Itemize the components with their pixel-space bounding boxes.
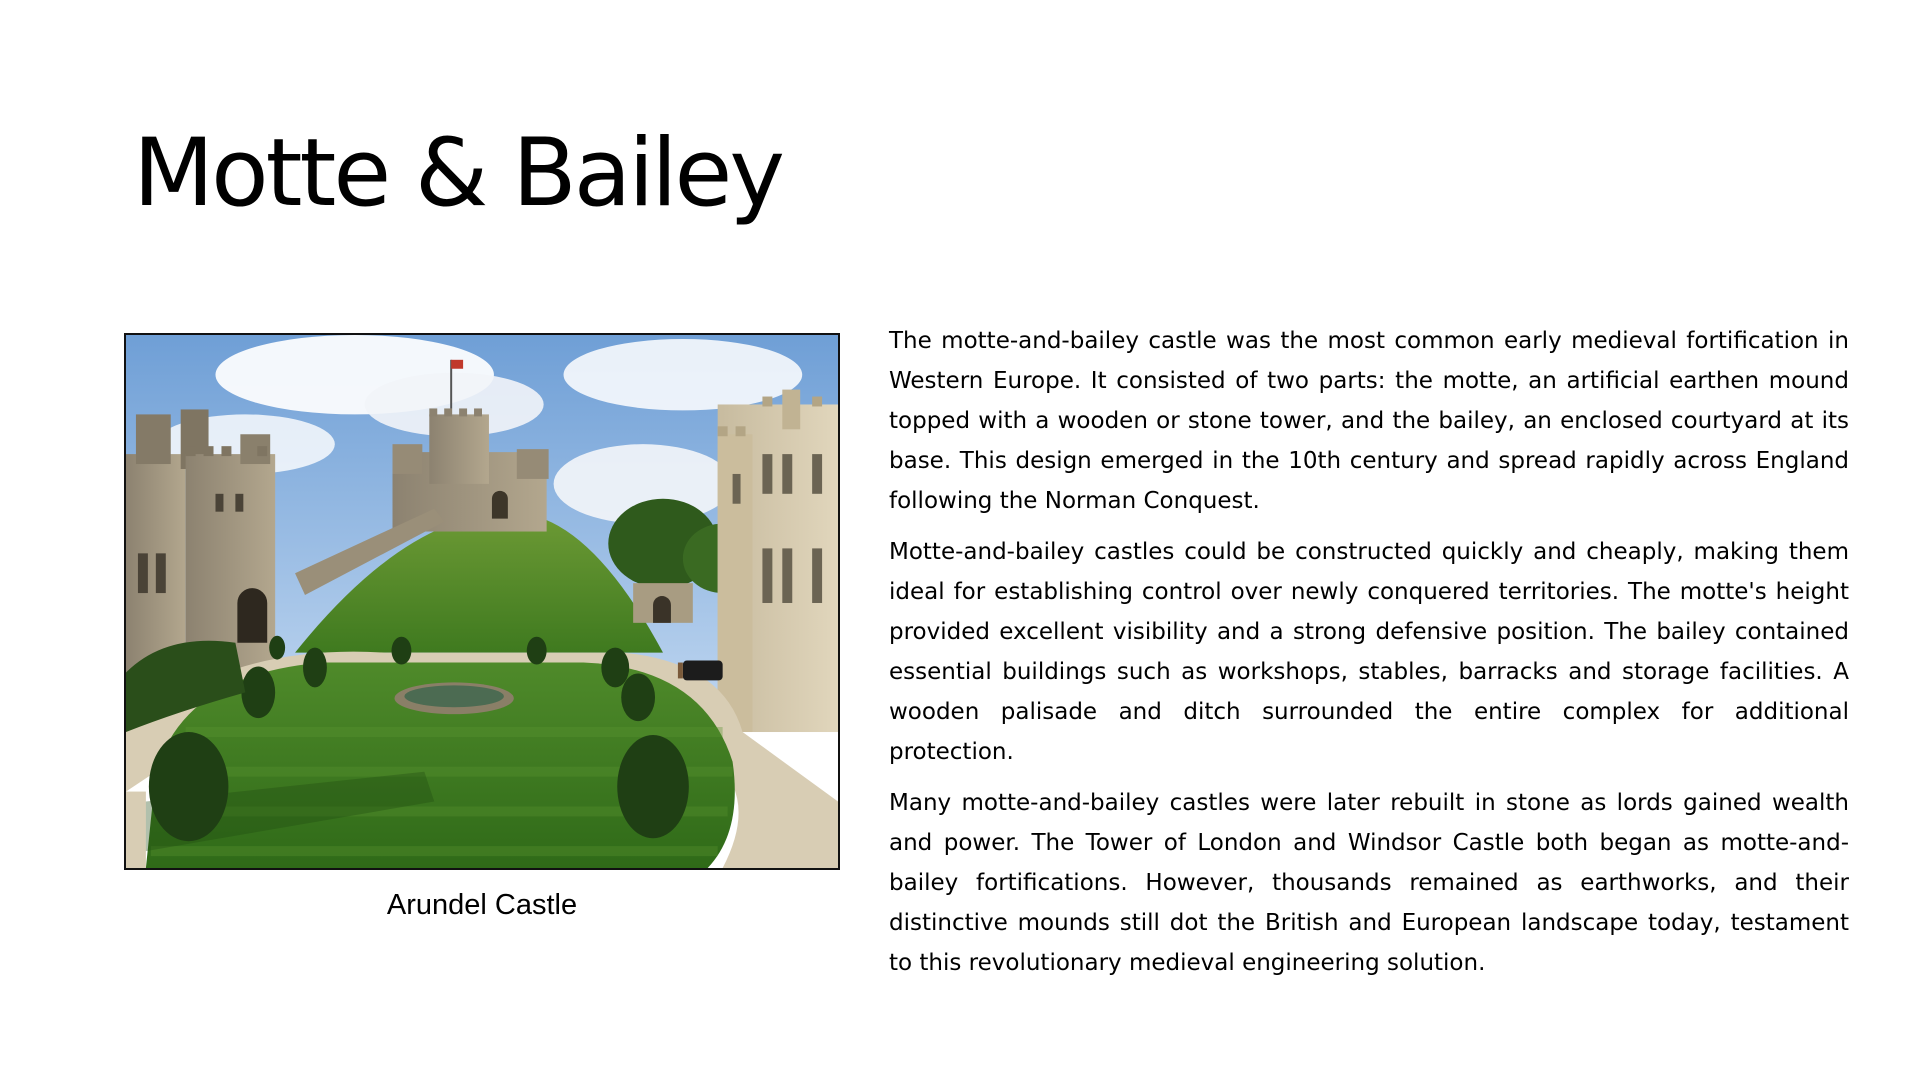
slide-title: Motte & Bailey [133,119,783,228]
image-caption: Arundel Castle [386,889,578,921]
paragraph-1: The motte-and-bailey castle was the most common early medieval fortification in Western Europe. It consisted of two parts: the motte, an artificial earthen mound topped with a wooden or stone tower, and the bailey, an enclosed courtyard at its base. This design emerged in the 10th century and spread rapidly across England following the Norman Conquest. [889,328,1849,514]
paragraph-3: Many motte-and-bailey castles were later rebuilt in stone as lords gained wealth and power. The Tower of London and Windsor Castle both began as motte-and-bailey fortifications. However, thousands remained as earthworks, and their distinctive mounds still dot the British and European landscape today, testament to this revolutionary medieval engineering solution. [889,790,1849,976]
body-text [889,321,1849,994]
castle-photo [124,333,840,870]
paragraph-2: Motte-and-bailey castles could be constructed quickly and cheaply, making them ideal for establishing control over newly conquered territories. The motte's height provided excellent visibility and a strong defensive position. The bailey contained essential buildings such as workshops, stables, barracks and storage facilities. A wooden palisade and ditch surrounded the entire complex for additional protection. [889,539,1849,765]
